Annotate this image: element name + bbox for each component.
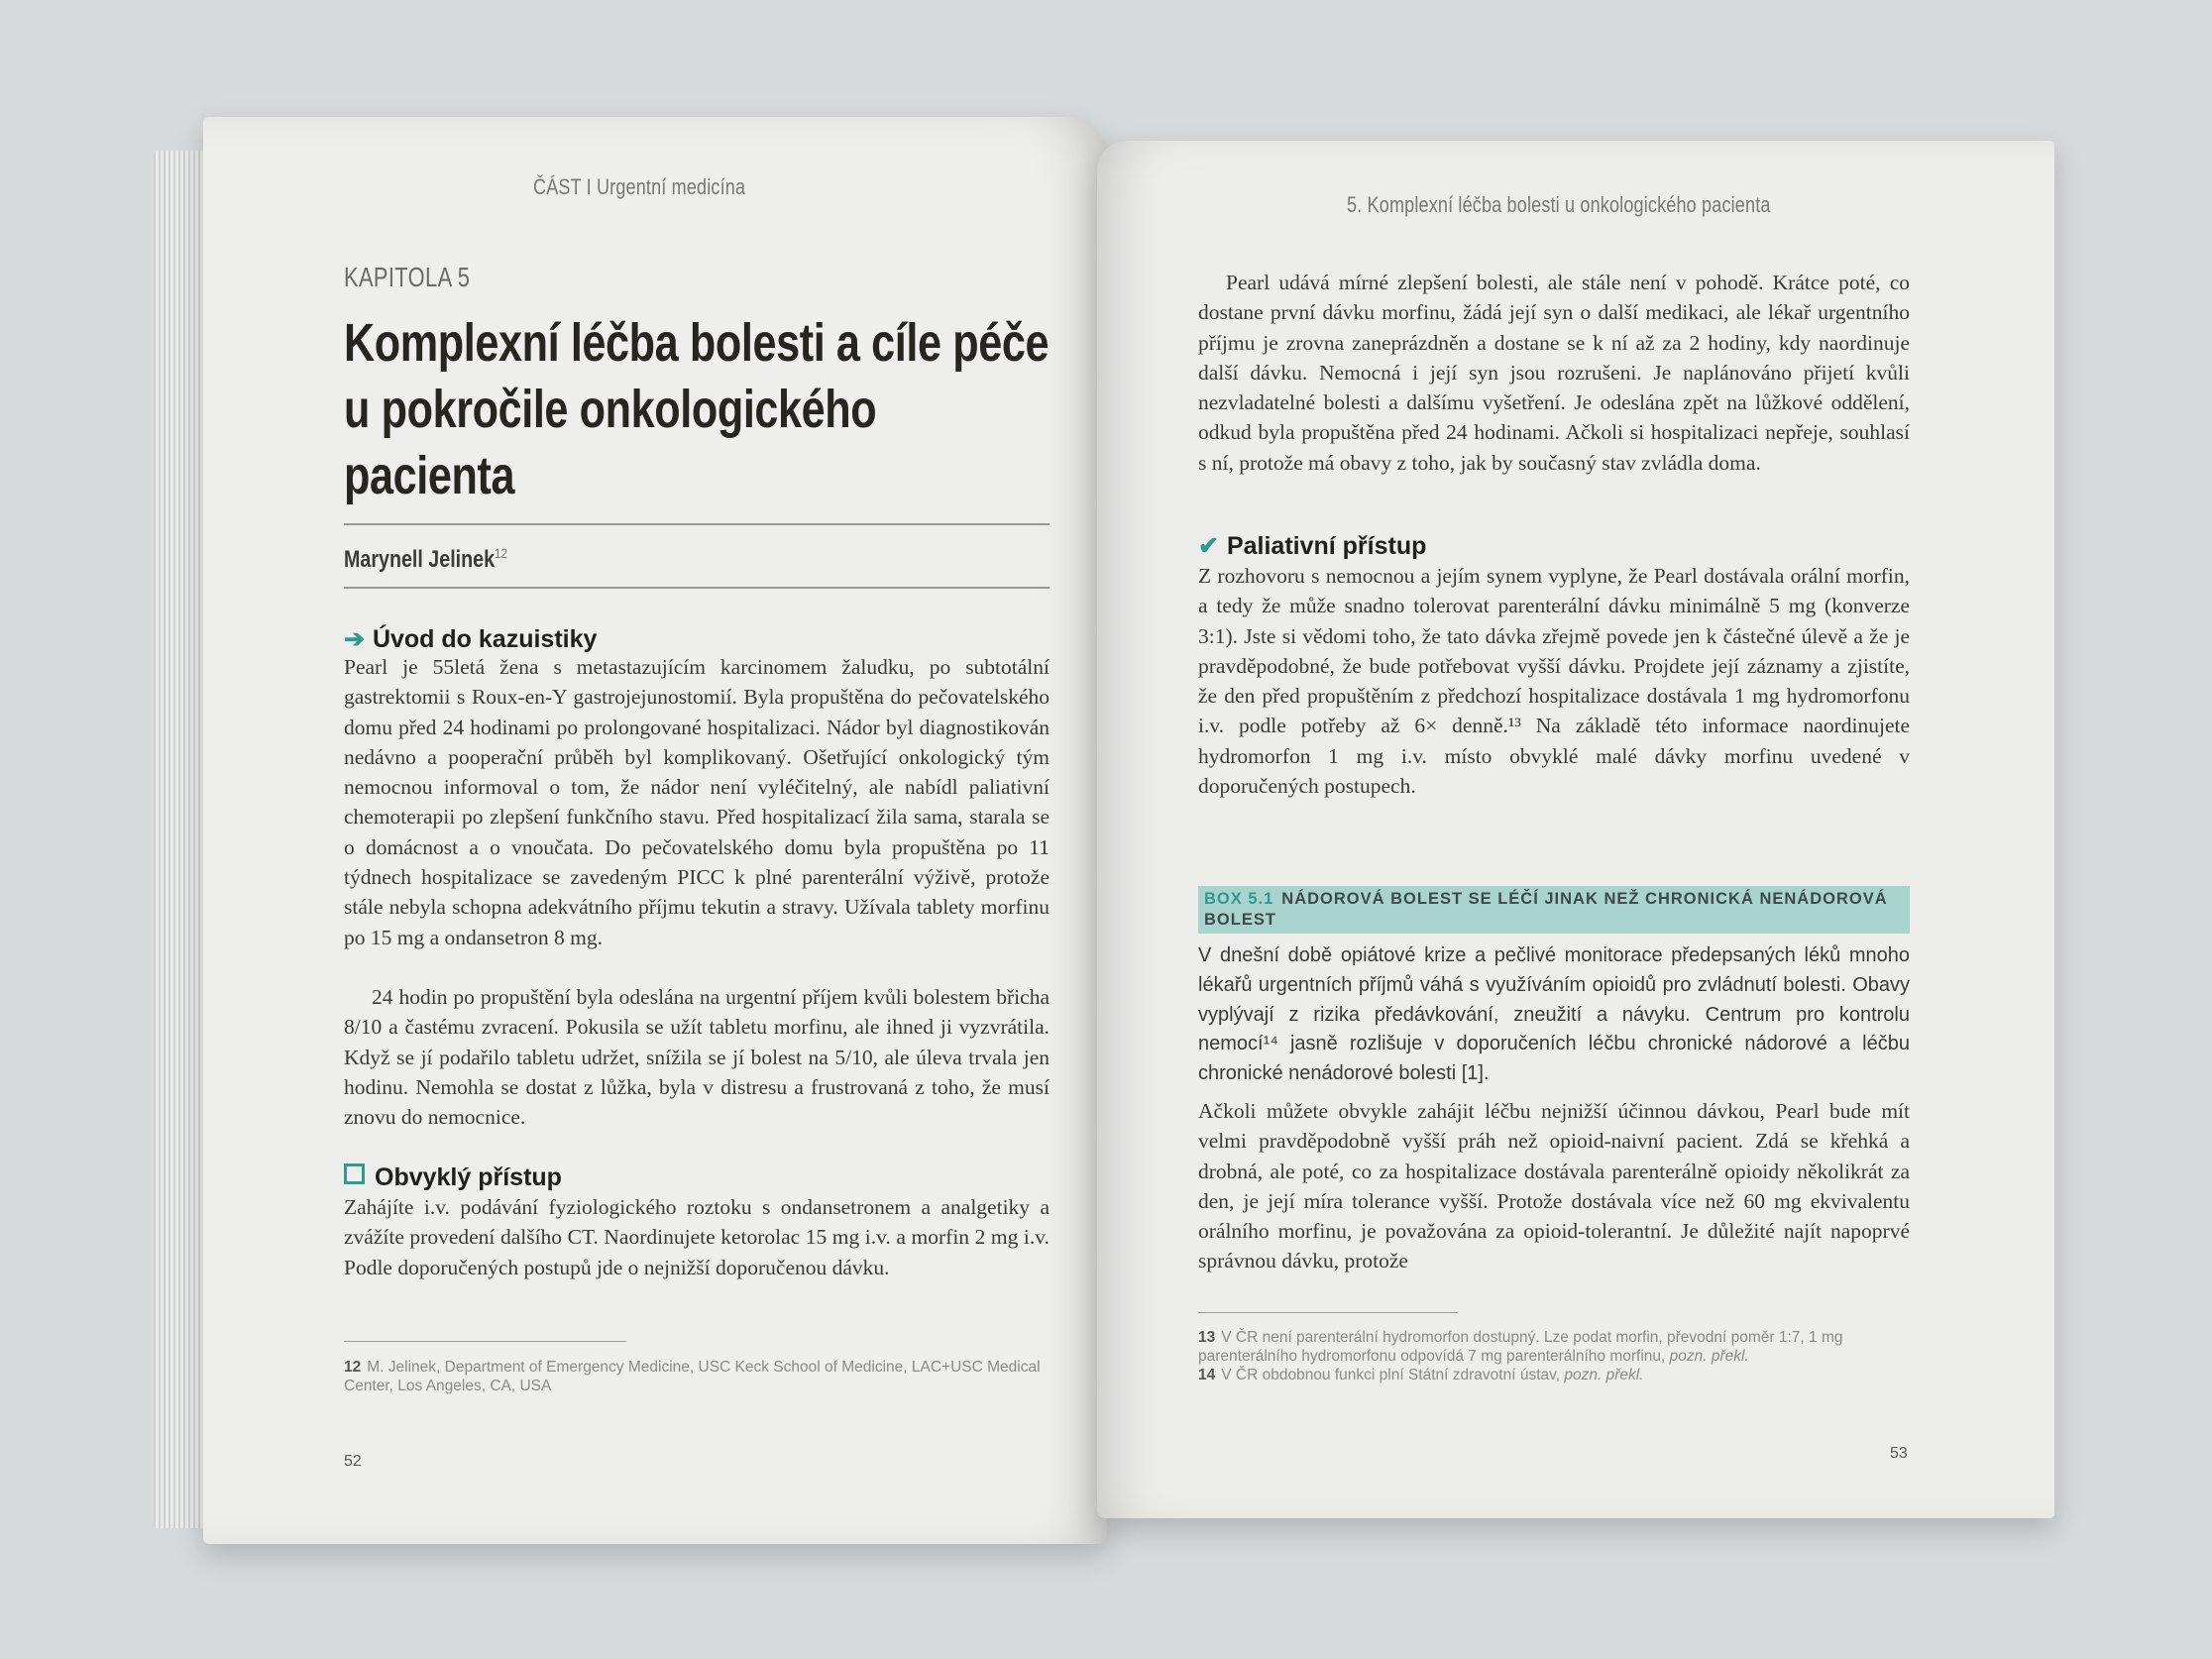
page-number-right: 53 bbox=[1890, 1445, 1908, 1462]
section-heading-intro-text: Úvod do kazuistiky bbox=[372, 625, 598, 653]
box-title: NÁDOROVÁ BOLEST SE LÉČÍ JINAK NEŽ CHRONICKÁ NENÁDOROVÁ BOLEST bbox=[1204, 890, 1888, 929]
author-name: Marynell Jelinek bbox=[344, 546, 496, 573]
right-page bbox=[1097, 141, 2054, 1518]
footnote-12-number: 12 bbox=[344, 1359, 362, 1376]
section-heading-palliative-text: Paliativní přístup bbox=[1226, 532, 1427, 560]
footnote-rule bbox=[344, 1341, 626, 1342]
section-heading-usual-text: Obvyklý přístup bbox=[375, 1163, 562, 1191]
right-running-head: 5. Komplexní léčba bolesti u onkologického pacienta bbox=[1347, 192, 1771, 217]
section-heading-intro bbox=[344, 624, 597, 654]
chapter-title: Komplexní léčba bolesti a cíle péče u pokročile onkologického pacienta bbox=[344, 313, 1050, 505]
right-paragraph-3: Ačkoli můžete obvykle zahájit léčbu nejnižší účinnou dávkou, Pearl bude mít velmi pravděpodobně vyšší práh než opioid-naivní pacient. Zdá se křehká a drobná, ale poté, co za hospitalizace dostávala parenterálně opioidy několikrát za den, je její míra tolerance vyšší. Protože dostávala více než 60 mg ekvivalentu orálního morfinu, je považována za opioid-tolerantní. Je důležité najít napoprvé správnou dávku, protože bbox=[1198, 1099, 1910, 1273]
intro-paragraph-1: Pearl je 55letá žena s metastazujícím karcinomem žaludku, po subtotální gastrektomii s Roux-en-Y gastrojejunostomií. Byla propuštěna do pečovatelského domu před 24 hodinami po prolongované hospitalizaci. Nádor byl diagnostikován nedávno a pooperační průběh byl komplikovaný. Ošetřující onkologický tým nemocnou informoval o tom, že nádor není vyléčitelný, ale nabídl paliativní chemoterapii po zlepšení funkčního stavu. Před hospitalizací žila sama, starala se o domácnost a o vnoučata. Do pečovatelského domu byla propuštěna po 11 týdnech hospitalizace se zavedeným PICC k plné parenterální výživě, protože stále nebyla schopna adekvátního příjmu tekutin a stravy. Užívala tablety morfinu po 15 mg a ondansetron 8 mg. bbox=[344, 655, 1050, 949]
left-page bbox=[203, 117, 1107, 1544]
footnote-13 bbox=[1198, 1328, 1910, 1366]
footnote-14-text: V ČR obdobnou funkci plní Státní zdravotní ústav, bbox=[1221, 1367, 1561, 1383]
box-text: V dnešní době opiátové krize a pečlivé monitorace předepsaných léků mnoho lékařů urgentních příjmů váhá s využíváním opioidů pro zvládnutí bolesti. Obavy vyplývají z rizika předávkování, zneužití a návyku. Centrum pro kontrolu nemocí¹⁴ jasně rozlišuje v doporučeních léčbu chronické nádorové a léčbu chronické nenádorové bolesti [1]. bbox=[1198, 944, 1910, 1085]
footnote-rule-right bbox=[1198, 1312, 1458, 1313]
box-heading bbox=[1198, 886, 1910, 934]
open-book bbox=[154, 111, 2056, 1548]
footnote-13-note: pozn. překl. bbox=[1669, 1348, 1749, 1365]
arrow-right-icon: ➔ bbox=[344, 625, 365, 653]
footnote-14-number: 14 bbox=[1198, 1367, 1216, 1383]
section-heading-usual bbox=[344, 1163, 562, 1192]
square-outline-icon bbox=[344, 1163, 365, 1184]
author bbox=[344, 545, 507, 574]
palliative-paragraph: Z rozhovoru s nemocnou a jejím synem vyplyne, že Pearl dostávala orální morfin, a tedy že může snadno tolerovat parenterální dávku minimálně 5 mg (konverze 3:1). Jste si vědomi toho, že tato dávka zřejmě povede jen k částečné úlevě a že je pravděpodobné, že bude potřebovat vyšší dávku. Projdete její záznamy a zjistíte, že den před propuštěním z předchozí hospitalizace dostávala 1 mg hydromorfonu i.v. podle potřeby až 6× denně.¹³ Na základě této informace naordinujete hydromorfon 1 mg i.v. místo obvyklé malé dávky morfinu uvedené v doporučených postupech. bbox=[1198, 564, 1910, 799]
footnote-12-text: M. Jelinek, Department of Emergency Medicine, USC Keck School of Medicine, LAC+USC Medical Center, Los Angeles, CA, USA bbox=[344, 1359, 1041, 1394]
chapter-label: KAPITOLA 5 bbox=[344, 262, 471, 292]
section-heading-palliative bbox=[1198, 531, 1426, 561]
title-rule bbox=[344, 523, 1050, 525]
left-running-head: ČÁST I Urgentní medicína bbox=[533, 174, 746, 199]
footnote-14 bbox=[1198, 1366, 1910, 1384]
author-rule bbox=[344, 587, 1050, 589]
intro-paragraph-2: 24 hodin po propuštění byla odeslána na urgentní příjem kvůli bolestem břicha 8/10 a častému zvracení. Pokusila se užít tabletu morfinu, ale ihned ji vyzvrátila. Když se jí podařilo tabletu udržet, snížila se jí bolest na 5/10, ale úleva trvala jen hodinu. Nemohla se dostat z lůžka, byla v distresu a frustrovaná z toho, že musí znovu do nemocnice. bbox=[344, 985, 1050, 1130]
check-icon: ✔ bbox=[1198, 532, 1219, 560]
footnote-14-note: pozn. překl. bbox=[1564, 1367, 1644, 1383]
footnote-13-text: V ČR není parenterální hydromorfon dostupný. Lze podat morfin, převodní poměr 1:7, 1 mg parenterálního hydromorfonu odpovídá 7 mg parenterálního morfinu, bbox=[1198, 1329, 1843, 1365]
usual-approach-paragraph: Zahájíte i.v. podávání fyziologického roztoku s ondansetronem a analgetiky a zvážíte provedení dalšího CT. Naordinujete ketorolac 15 mg i.v. a morfin 2 mg i.v. Podle doporučených postupů jde o nejnižší doporučenou dávku. bbox=[344, 1195, 1050, 1279]
author-note: 12 bbox=[495, 545, 507, 561]
footnote-13-number: 13 bbox=[1198, 1329, 1216, 1346]
box-label: BOX 5.1 bbox=[1204, 890, 1274, 908]
right-paragraph-1: Pearl udává mírné zlepšení bolesti, ale stále není v pohodě. Krátce poté, co dostane první dávku morfinu, žádá její syn o další medikaci, ale lékař urgentního příjmu je zrovna zaneprázdněn a dostane se k ní až za 2 hodiny, kdy naordinuje další dávku. Nemocná i její syn jsou rozrušeni. Je naplánováno přijetí kvůli nezvladatelné bolesti a dalšímu vyšetření. Je odeslána zpět na lůžkové oddělení, odkud byla propuštěna před 24 hodinami. Ačkoli si hospitalizaci nepřeje, souhlasí s ní, protože má obavy z toho, jak by současný stav zvládla doma. bbox=[1198, 271, 1910, 475]
footnote-12 bbox=[344, 1358, 1050, 1395]
page-number-left: 52 bbox=[344, 1453, 362, 1470]
